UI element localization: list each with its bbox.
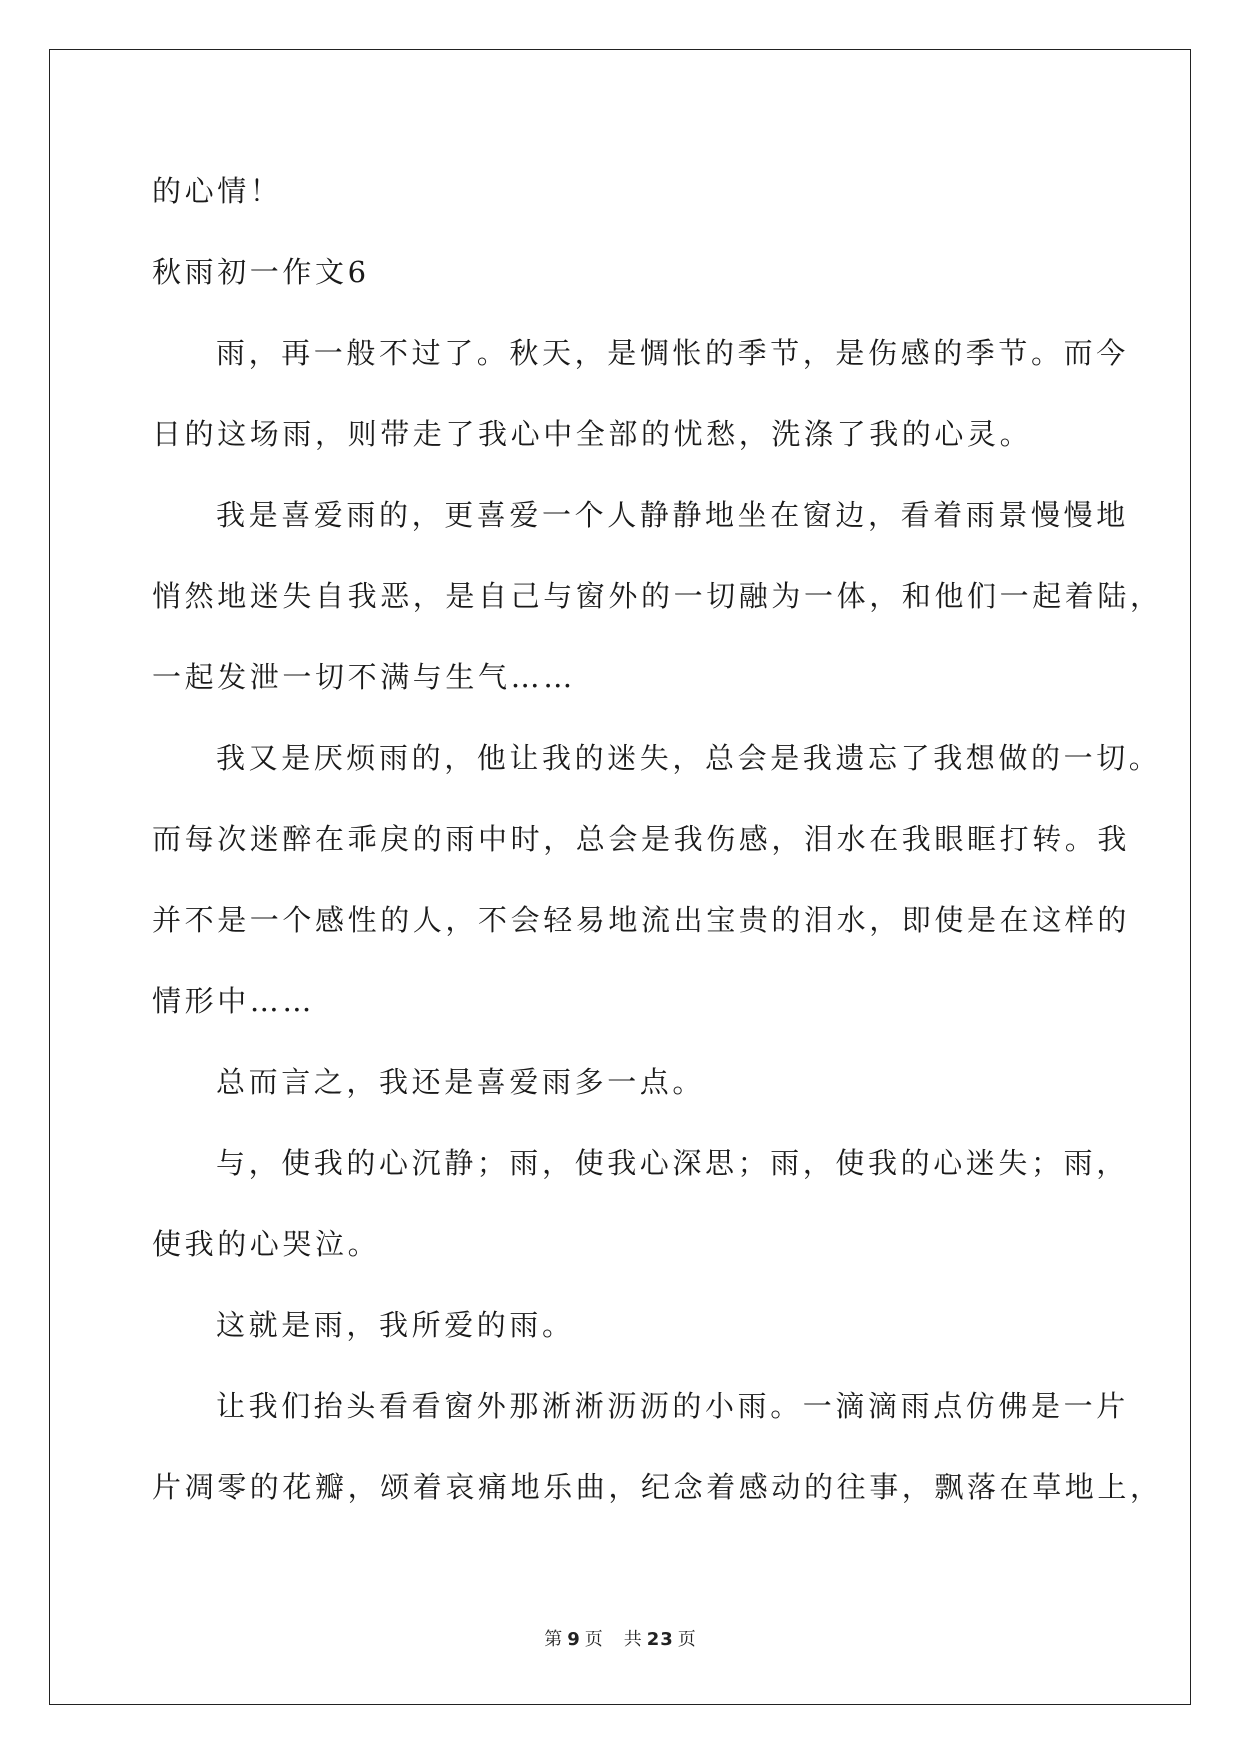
page-number: 9	[567, 1629, 581, 1650]
page-prefix: 第	[544, 1629, 564, 1650]
paragraph-line: 使我的心哭泣。	[152, 1227, 381, 1261]
document-body	[152, 158, 1163, 1535]
paragraph-line: 悄然地迷失自我恶，是自己与窗外的一切融为一体，和他们一起着陆，	[152, 579, 1163, 613]
paragraph-line: 总而言之，我还是喜爱雨多一点。	[216, 1065, 706, 1099]
paragraph-line: 我是喜爱雨的，更喜爱一个人静静地坐在窗边，看着雨景慢慢地	[216, 498, 1129, 532]
total-pages: 23	[646, 1629, 674, 1650]
paragraph-line: 与，使我的心沉静；雨，使我心深思；雨，使我的心迷失；雨，	[216, 1146, 1129, 1180]
paragraph-line: 让我们抬头看看窗外那淅淅沥沥的小雨。一滴滴雨点仿佛是一片	[216, 1389, 1129, 1423]
paragraph-line: 一起发泄一切不满与生气……	[152, 660, 576, 694]
section-title: 秋雨初一作文6	[152, 255, 370, 289]
paragraph-line: 雨，再一般不过了。秋天，是惆怅的季节，是伤感的季节。而今	[216, 336, 1129, 370]
page-footer	[0, 1625, 1241, 1651]
page-suffix: 页	[584, 1629, 604, 1650]
text-line: 的心情！	[152, 174, 283, 208]
paragraph-line: 情形中……	[152, 984, 316, 1018]
paragraph-line: 这就是雨，我所爱的雨。	[216, 1308, 575, 1342]
paragraph-line: 并不是一个感性的人，不会轻易地流出宝贵的泪水，即使是在这样的	[152, 903, 1131, 937]
paragraph-line: 我又是厌烦雨的，他让我的迷失，总会是我遗忘了我想做的一切。	[216, 741, 1162, 775]
total-suffix: 页	[677, 1629, 697, 1650]
paragraph-line: 而每次迷醉在乖戾的雨中时，总会是我伤感，泪水在我眼眶打转。我	[152, 822, 1131, 856]
paragraph-line: 日的这场雨，则带走了我心中全部的忧愁，洗涤了我的心灵。	[152, 417, 1033, 451]
total-prefix: 共	[623, 1629, 643, 1650]
paragraph-line: 片凋零的花瓣，颂着哀痛地乐曲，纪念着感动的往事，飘落在草地上，	[152, 1470, 1163, 1504]
